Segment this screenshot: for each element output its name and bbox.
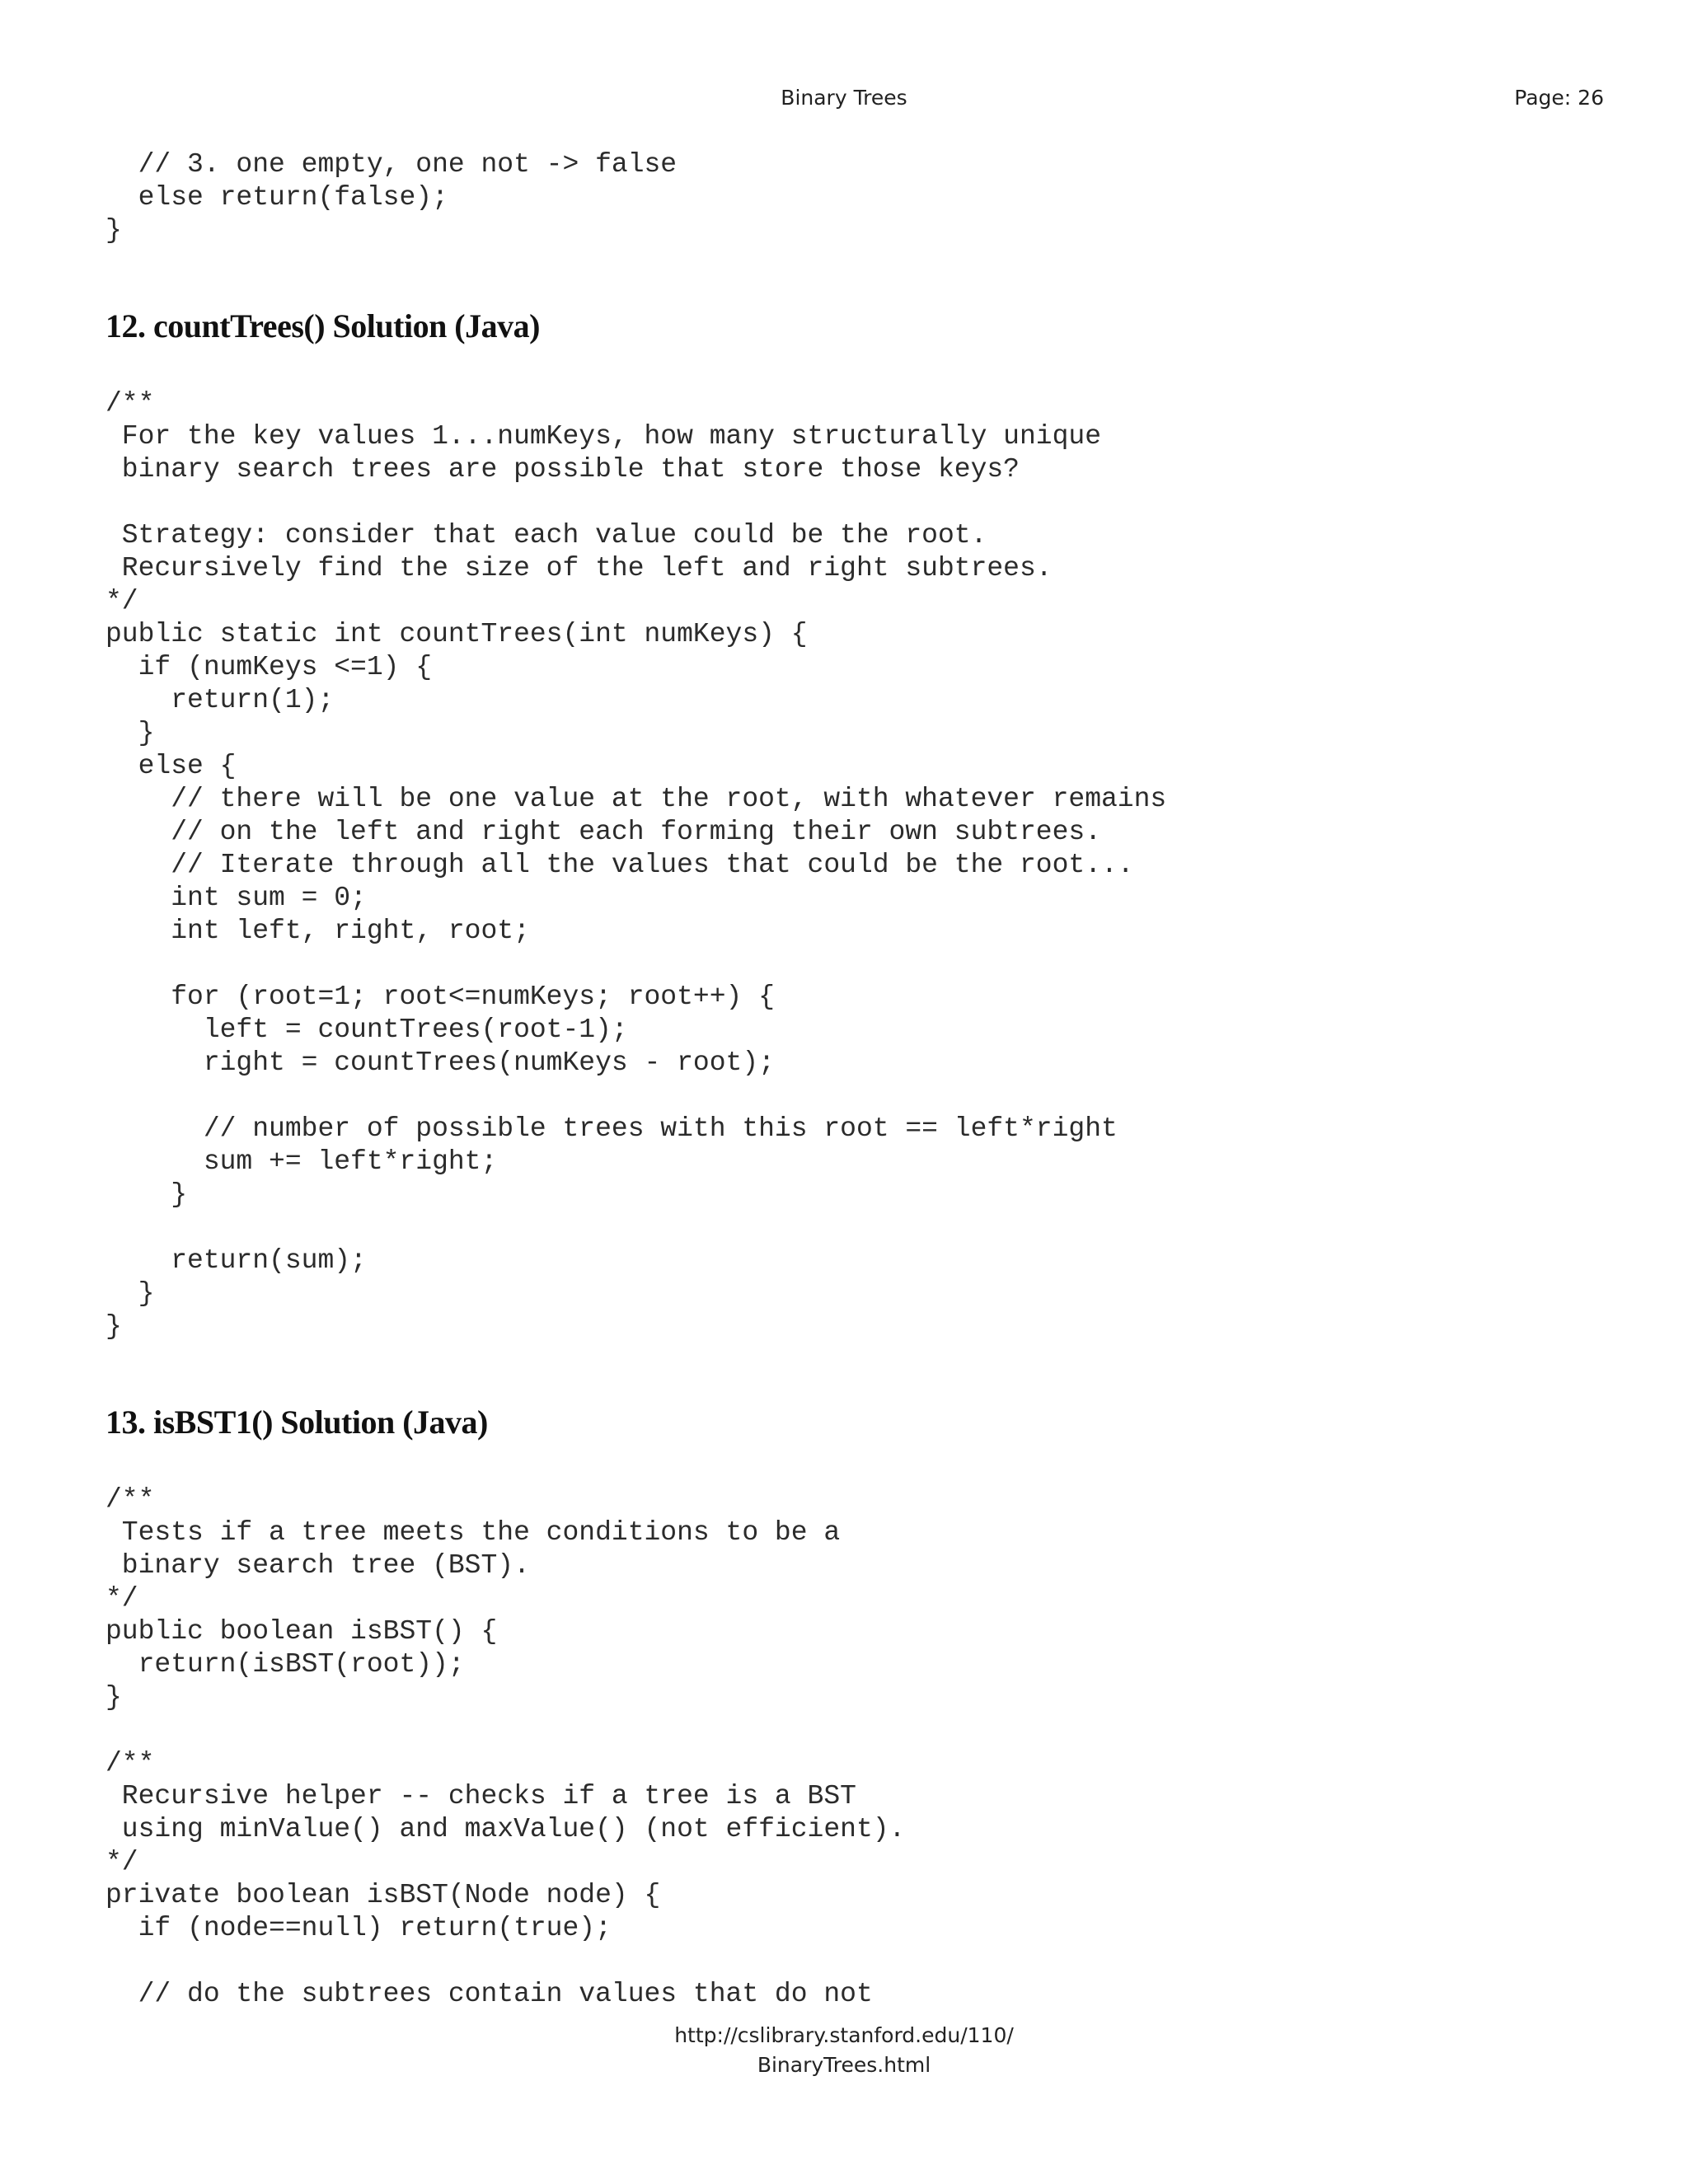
code-block-isbst1: /** Tests if a tree meets the conditions to be a binary search tree (BST). */ public boolean isBST() { return(isBST(root)); } /** Recursive helper -- checks if a tree is a BST using minValue() and maxValue() (not efficient). */ private boolean isBST(Node node) { if (node==null) return(true); // do the subtrees contain values that do not xyxy=(106,1484,906,2009)
page-content xyxy=(106,148,1606,2011)
running-header-title: Binary Trees xyxy=(781,86,907,110)
footer-url-line1: http://cslibrary.stanford.edu/110/ xyxy=(674,2023,1014,2047)
code-block-continuation: // 3. one empty, one not -> false else return(false); } xyxy=(106,149,678,246)
code-block-counttrees: /** For the key values 1...numKeys, how many structurally unique binary search trees are possible that store those keys? Strategy: consider that each value could be the root. Recursively find the size of the left and right subtrees. */ public static int countTrees(int numKeys) { if (numKeys <=1) { return(1); } else { // there will be one value at the root, with whatever remains // on the left and right each forming their own subtrees. // Iterate through all the values that could be the root... int sum = 0; int left, right, root; for (root=1; root<=numKeys; root++) { left = countTrees(root-1); right = countTrees(numKeys - root); // number of possible trees with this root == left*right sum += left*right; } return(sum); } } xyxy=(106,388,1167,1342)
section-heading-13: 13. isBST1() Solution (Java) xyxy=(106,1404,488,1441)
page-footer xyxy=(0,2021,1688,2080)
page-number: Page: 26 xyxy=(1514,86,1604,110)
footer-url-line2: BinaryTrees.html xyxy=(757,2053,931,2077)
section-heading-12: 12. countTrees() Solution (Java) xyxy=(106,307,540,344)
